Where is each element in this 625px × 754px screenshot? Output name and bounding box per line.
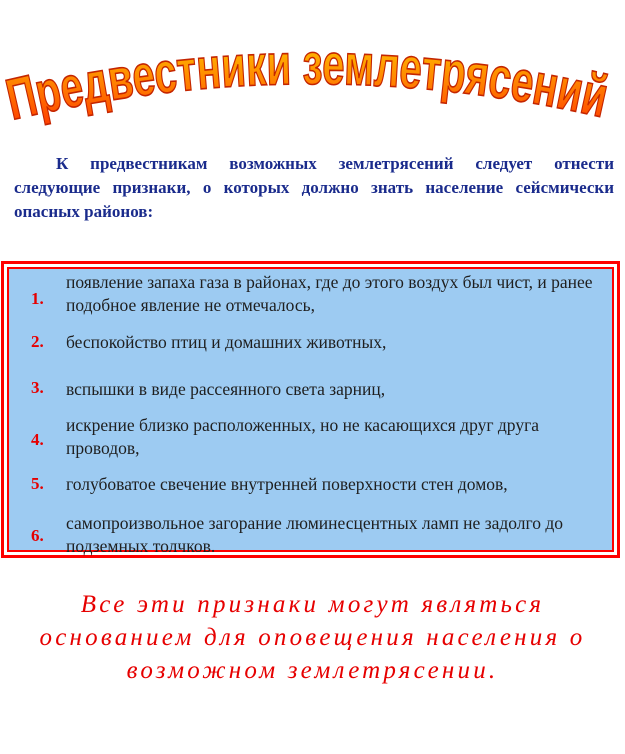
list-item-text: голубоватое свечение внутренней поверхности стен домов, xyxy=(66,474,508,494)
list-item-number: 1. xyxy=(31,289,44,308)
signs-box xyxy=(1,261,620,558)
list-item-number: 3. xyxy=(31,378,44,397)
wordart-title xyxy=(0,8,625,138)
list-item-number: 4. xyxy=(31,430,44,449)
page-title xyxy=(0,8,625,138)
closing-statement: Все эти признаки могут являться основанием для оповещения населения о возможном землетрясении. xyxy=(39,591,586,684)
list-item-number: 2. xyxy=(31,332,44,351)
intro-paragraph: К предвестникам возможных землетрясений следует отнести следующие признаки, о которых должно знать население сейсмически опасных районов: xyxy=(14,154,614,221)
svg-text:Предвестники землетрясений xyxy=(0,31,625,133)
list-item-text: самопроизвольное загорание люминесцентных ламп не задолго до подземных толчков. xyxy=(66,513,564,556)
page-title-text: Предвестники землетрясений xyxy=(0,31,625,133)
list-item-text: вспышки в виде рассеянного света зарниц, xyxy=(66,379,386,399)
list-item-number: 5. xyxy=(31,474,44,493)
list-item-text: искрение близко расположенных, но не касающихся друг друга проводов, xyxy=(66,415,540,458)
list-item-text: появление запаха газа в районах, где до этого воздух был чист, и ранее подобное явление не отмечалось, xyxy=(66,272,593,315)
list-item-number: 6. xyxy=(31,526,44,545)
signs-list xyxy=(7,267,614,556)
list-item-text: беспокойство птиц и домашних животных, xyxy=(66,332,387,352)
